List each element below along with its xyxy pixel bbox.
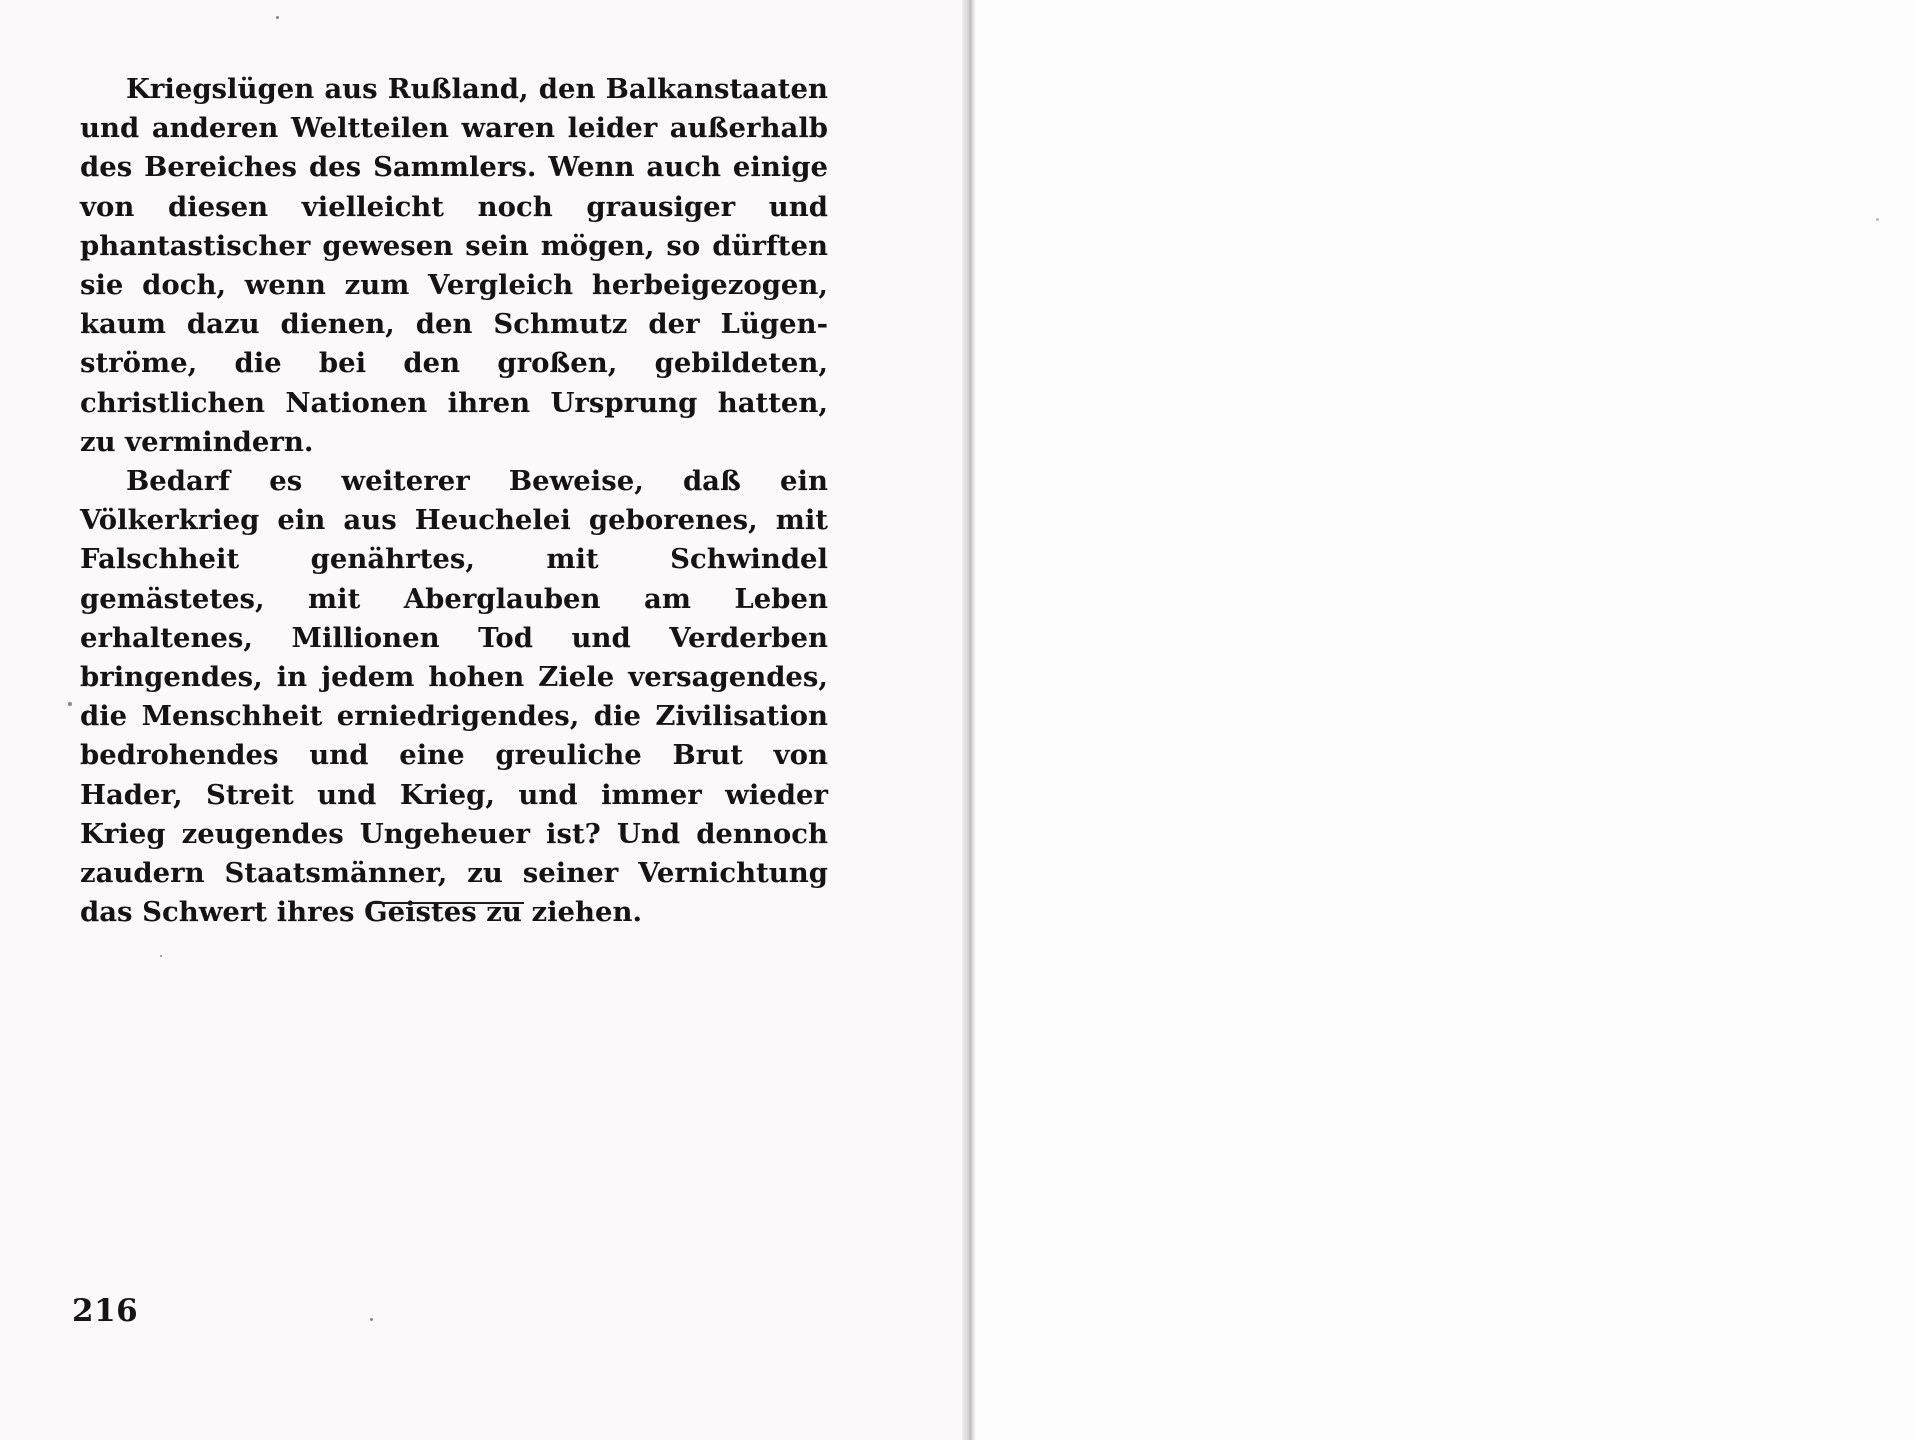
- paper-speck: [68, 702, 72, 706]
- paper-speck: [1876, 218, 1879, 221]
- right-page: [976, 0, 1916, 1440]
- paper-speck: [160, 955, 162, 957]
- page-number: 216: [72, 1293, 139, 1329]
- paper-speck: [370, 1318, 373, 1321]
- paper-speck: [276, 16, 279, 19]
- paragraph-1: Kriegslügen aus Rußland, den Balkanstaaten und anderen Weltteilen waren leider außerhalb des Bereiches des Sammlers. Wenn auch einige von diesen vielleicht noch grausiger und phantastischer gewesen sein mögen, so dürften sie doch, wenn zum Vergleich herbeigezogen, kaum dazu dienen, den Schmutz der Lügenströme, die bei den großen, gebildeten, christlichen Nationen ihren Ursprung hatten, zu vermindern.: [80, 73, 828, 458]
- book-gutter: [962, 0, 976, 1440]
- section-divider-rule: [372, 902, 524, 904]
- body-text: [80, 70, 828, 932]
- paragraph-2: Bedarf es weiterer Beweise, daß ein Völkerkrieg ein aus Heuchelei geborenes, mit Falschheit genährtes, mit Schwindel gemästetes, mit Aberglauben am Leben erhaltenes, Millionen Tod und Verderben bringendes, in jedem hohen Ziele versagendes, die Menschheit erniedrigendes, die Zivilisation bedrohendes und eine greuliche Brut von Hader, Streit und Krieg, und immer wieder Krieg zeugendes Ungeheuer ist? Und dennoch zaudern Staatsmänner, zu seiner Vernichtung das Schwert ihres Geistes zu ziehen.: [80, 465, 828, 929]
